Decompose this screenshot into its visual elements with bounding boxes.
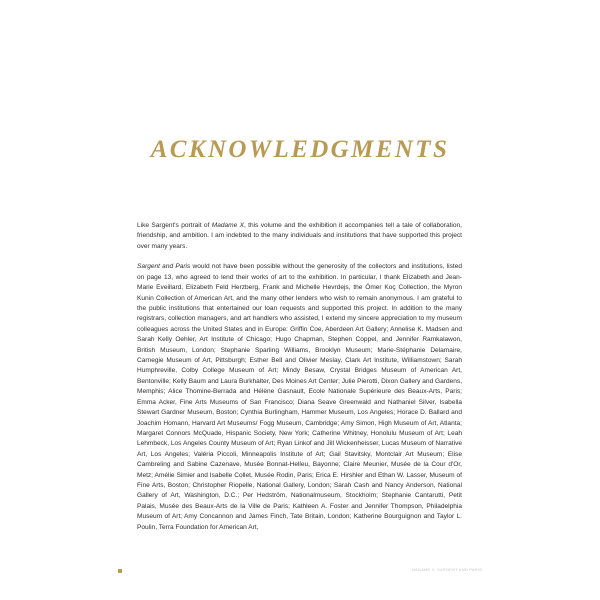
artwork-title-madame-x: Madame X xyxy=(211,222,244,229)
running-footer: MADAME X, SARGENT AND PARIS xyxy=(411,567,482,572)
folio-marker xyxy=(118,569,122,573)
paragraph-intro xyxy=(137,221,462,252)
paragraph-lenders-rest: would not have been possible without the generosity of the collectors and institutions, listed on page 13, who agreed to lend their works of art to the exhibition. In particular, I thank Elizabeth and Jean-Marie Eveillard, Elizabeth Feld Herzberg, Frank and Michelle Hevrdejs, the Ömer Koç Collection, the Myron Kunin Collection of American Art, and the many other lenders who wish to remain anonymous. I am grateful to the public institutions that entertained our loan requests and supported this project. In addition to the many registrars, collection managers, and art handlers who assisted, I extend my sincere appreciation to my museum colleagues across the United States and in Europe: Griffin Coe, Aberdeen Art Gallery; Annelise K. Madsen and Sarah Kelly Oehler, Art Institute of Chicago; Hugo Chapman, Stephen Coppel, and Jennifer Ramkalawon, British Museum, London; Stephanie Sparling Williams, Brooklyn Museum; Marie-Stéphanie Delamaire, Carnegie Museum of Art, Pittsburgh; Esther Bell and Olivier Meslay, Clark Art Institute, Williamstown; Sarah Humphreville, Colby College Museum of Art; Mindy Besaw, Crystal Bridges Museum of American Art, Bentonville; Kelly Baum and Laura Burkhalter, Des Moines Art Center; Julie Pierotti, Dixon Gallery and Gardens, Memphis; Alice Thomine-Berrada and Hélène Gasnault, Ecole Nationale Supérieure des Beaux-Arts, Paris; Emma Acker, Fine Arts Museums of San Francisco; Diana Seave Greenwald and Nathaniel Silver, Isabella Stewart Gardner Museum, Boston; Cynthia Burlingham, Hammer Museum, Los Angeles; Horace D. Ballard and Joachim Homann, Harvard Art Museums/ Fogg Museum, Cambridge; Amy Simon, High Museum of Art, Atlanta; Margaret Connors McQuade, Hispanic Society, New York; Catherine Whitney, Honolulu Museum of Art; Leah Lehmbeck, Los Angeles County Museum of Art; Ryan Linkof and Jill Wickenheisser, Lucas Museum of Narrative Art, Los Angeles; Valéria Piccoli, Minneapolis Institute of Art; Gail Stavitsky, Montclair Art Museum; Elise Cambreling and Sabine Cazenave, Musée Bonnat-Helleu, Bayonne; Claire Meunier, Musée de la Cour d'Or, Metz; Amélie Simier and Isabelle Collet, Musée Rodin, Paris; Erica E. Hirshler and Ethan W. Lasser, Museum of Fine Arts, Boston; Christopher Riopelle, National Gallery, London; Sarah Cash and Nancy Anderson, National Gallery of Art, Washington, D.C.; Per Hedström, Nationalmuseum, Stockholm; Stephanie Cantarutti, Petit Palais, Musée des Beaux-Arts de la Ville de Paris; Kathleen A. Foster and Jennifer Thompson, Philadelphia Museum of Art; Amy Concannon and James Finch, Tate Britain, London; Katherine Bourguignon and Taylor L. Poulin, Terra Foundation for American Art, xyxy=(137,263,462,531)
paragraph-intro-rest: , this volume and the exhibition it accompanies tell a tale of collaboration, friendship, and ambition. I am indebted to the many individuals and institutions that have supported this project over many years. xyxy=(137,222,462,250)
paragraph-lenders xyxy=(137,262,462,533)
page-title: ACKNOWLEDGMENTS xyxy=(150,136,450,163)
body-text xyxy=(137,221,462,543)
book-title-sargent-and-paris: Sargent and Paris xyxy=(137,263,191,271)
paragraph-intro-lead: Like Sargent's portrait of xyxy=(137,222,212,229)
